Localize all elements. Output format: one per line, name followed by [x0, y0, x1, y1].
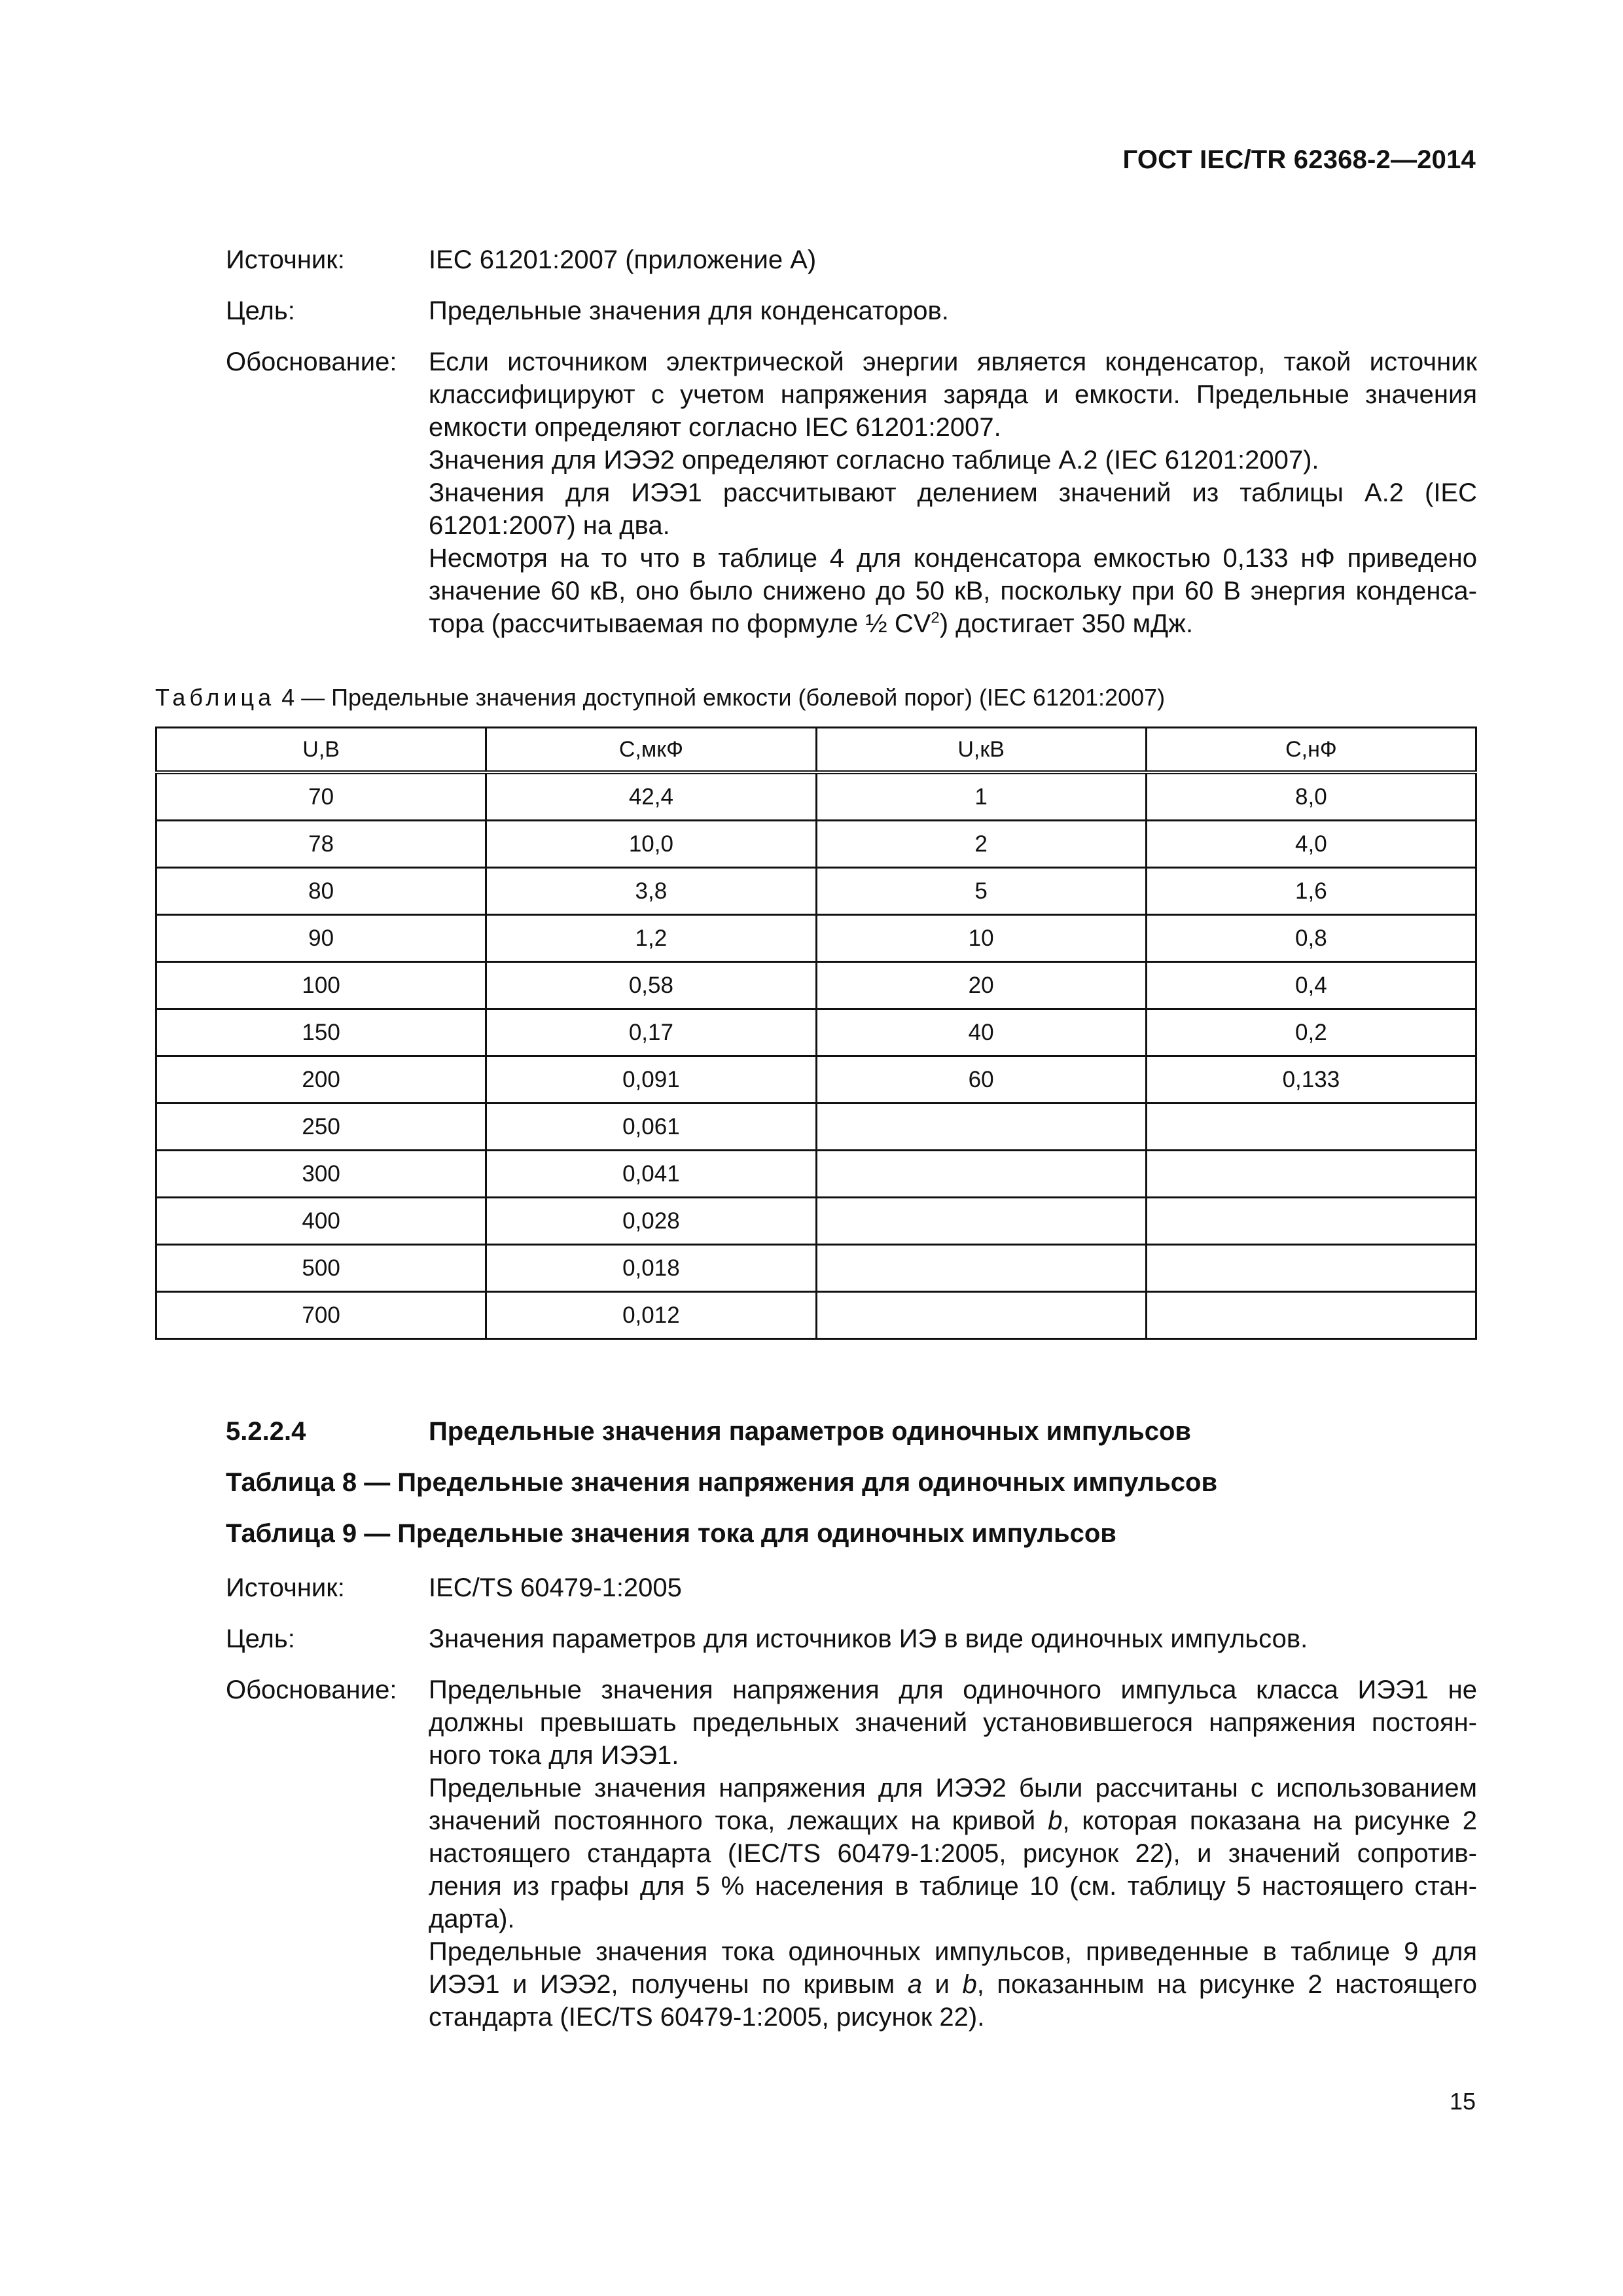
reason-label: Обоснование:	[226, 1676, 397, 1704]
reason-line: значение 60 кВ, оно было снижено до 50 кВ, поскольку при 60 В энергия конденса-	[429, 577, 1477, 605]
table-cell: 0,4	[1146, 962, 1476, 1009]
table-cell	[1146, 1198, 1476, 1245]
source-value: IEC 61201:2007 (приложение А)	[429, 245, 817, 274]
table-row	[156, 1198, 1476, 1245]
table-cell	[816, 1198, 1146, 1245]
text-fragment: , которая показана на рисунке 2	[1062, 1806, 1477, 1835]
table-row	[156, 1292, 1476, 1339]
table-cell: 1,2	[486, 915, 816, 962]
source-label: Источник:	[226, 1573, 345, 1602]
table-cell: 90	[156, 915, 486, 962]
table-cell: 250	[156, 1103, 486, 1151]
goal-label: Цель:	[226, 296, 295, 325]
goal-value: Значения параметров для источников ИЭ в виде одиночных импульсов.	[429, 1624, 1308, 1653]
formula-exponent: 2	[931, 609, 940, 627]
text-fragment: ИЭЭ1 и ИЭЭ2, получены по кривым	[429, 1970, 908, 1999]
reason-line: 61201:2007) на два.	[429, 511, 670, 540]
table-cell: 80	[156, 868, 486, 915]
table-row	[156, 1151, 1476, 1198]
reason-line: настоящего стандарта (IEC/TS 60479-1:2005, рисунок 22), и значений сопротив-	[429, 1839, 1477, 1868]
reason-line-formula	[429, 607, 1477, 640]
reason-line: должны превышать предельных значений установившегося напряжения постоян-	[429, 1708, 1477, 1737]
table-cell: 0,133	[1146, 1056, 1476, 1103]
reason-label: Обоснование:	[226, 348, 397, 376]
table-cell: 60	[816, 1056, 1146, 1103]
table-cell: 150	[156, 1009, 486, 1056]
table-cell: 5	[816, 868, 1146, 915]
curve-b-label: b	[1048, 1806, 1063, 1835]
capacitance-table	[155, 726, 1477, 1340]
reason-line: ления из графы для 5 % населения в таблице 10 (см. таблицу 5 настоящего стан-	[429, 1872, 1477, 1901]
goal-label: Цель:	[226, 1624, 295, 1653]
table-cell: 0,018	[486, 1245, 816, 1292]
table-cell	[816, 1245, 1146, 1292]
table-cell: 1,6	[1146, 868, 1476, 915]
table-row	[156, 915, 1476, 962]
table-row	[156, 868, 1476, 915]
reason-text	[429, 1674, 1477, 2034]
goal-value: Предельные значения для конденсаторов.	[429, 296, 949, 325]
table-cell: 78	[156, 821, 486, 868]
curve-b-label: b	[962, 1970, 977, 1999]
table-row	[156, 821, 1476, 868]
source-label: Источник:	[226, 245, 345, 274]
reason-line: стандарта (IEC/TS 60479-1:2005, рисунок 22).	[429, 2003, 985, 2032]
table-row	[156, 962, 1476, 1009]
reason-text	[429, 346, 1477, 640]
table-cell: 300	[156, 1151, 486, 1198]
table-row	[156, 1056, 1476, 1103]
table-cell: 1	[816, 772, 1146, 821]
table-cell: 10	[816, 915, 1146, 962]
table-cell	[816, 1151, 1146, 1198]
table-caption-text: 4 — Предельные значения доступной емкости (болевой порог) (IEC 61201:2007)	[275, 684, 1166, 711]
table-cell: 700	[156, 1292, 486, 1339]
table-cell: 500	[156, 1245, 486, 1292]
reason-line: Предельные значения тока одиночных импульсов, приведенные в таблице 9 для	[429, 1937, 1477, 1966]
table-cell: 8,0	[1146, 772, 1476, 821]
table-cell: 20	[816, 962, 1146, 1009]
table-cell: 200	[156, 1056, 486, 1103]
table9-title: Таблица 9 — Предельные значения тока для одиночных импульсов	[226, 1519, 1116, 1548]
text-fragment: и	[921, 1970, 963, 1999]
column-header: U,В	[156, 728, 486, 773]
table-cell: 0,2	[1146, 1009, 1476, 1056]
reason-line	[429, 1968, 1477, 2001]
table-cell: 3,8	[486, 868, 816, 915]
table-cell	[816, 1103, 1146, 1151]
table-header-row	[156, 728, 1476, 773]
table-cell: 400	[156, 1198, 486, 1245]
section-title: Предельные значения параметров одиночных импульсов	[429, 1417, 1191, 1446]
table-cell: 0,17	[486, 1009, 816, 1056]
reason-line: Значения для ИЭЭ1 рассчитывают делением значений из таблицы А.2 (IEC	[429, 478, 1477, 507]
table-caption-word: Таблица	[155, 684, 276, 711]
table-cell: 0,061	[486, 1103, 816, 1151]
formula-prefix: тора (рассчитываемая по формуле ½ CV	[429, 609, 931, 638]
table-body	[156, 772, 1476, 1339]
table-row	[156, 1009, 1476, 1056]
text-fragment: , показанным на рисунке 2 настоящего	[976, 1970, 1478, 1999]
table-cell: 70	[156, 772, 486, 821]
table-cell: 0,8	[1146, 915, 1476, 962]
table8-title: Таблица 8 — Предельные значения напряжения для одиночных импульсов	[226, 1468, 1218, 1497]
section-number: 5.2.2.4	[226, 1417, 306, 1446]
standard-header: ГОСТ IEC/TR 62368-2—2014	[1122, 145, 1476, 174]
formula-suffix: ) достигает 350 мДж.	[939, 609, 1194, 638]
table-row	[156, 1245, 1476, 1292]
table-row	[156, 1103, 1476, 1151]
table-cell	[816, 1292, 1146, 1339]
reason-line: емкости определяют согласно IEC 61201:2007.	[429, 413, 1001, 442]
table-cell: 0,012	[486, 1292, 816, 1339]
reason-line: Несмотря на то что в таблице 4 для конденсатора емкостью 0,133 нФ приведено	[429, 544, 1477, 573]
reason-line: Значения для ИЭЭ2 определяют согласно таблице А.2 (IEC 61201:2007).	[429, 446, 1319, 475]
table-row	[156, 772, 1476, 821]
reason-line	[429, 1804, 1477, 1837]
curve-a-label: a	[907, 1970, 922, 1999]
table-cell: 0,028	[486, 1198, 816, 1245]
reason-line: Предельные значения напряжения для ИЭЭ2 были рассчитаны с использованием	[429, 1774, 1477, 1803]
table-cell	[1146, 1245, 1476, 1292]
text-fragment: значений постоянного тока, лежащих на кривой	[429, 1806, 1048, 1835]
reason-line: Предельные значения напряжения для одиночного импульса класса ИЭЭ1 не	[429, 1676, 1477, 1704]
table-cell: 0,041	[486, 1151, 816, 1198]
table-cell: 0,58	[486, 962, 816, 1009]
table-cell: 10,0	[486, 821, 816, 868]
table-cell	[1146, 1151, 1476, 1198]
page-number: 15	[1449, 2088, 1476, 2115]
table-cell: 40	[816, 1009, 1146, 1056]
source-value: IEC/TS 60479-1:2005	[429, 1573, 682, 1602]
reason-line: дарта).	[429, 1905, 515, 1933]
column-header: C,мкФ	[486, 728, 816, 773]
table-cell	[1146, 1292, 1476, 1339]
table-cell: 100	[156, 962, 486, 1009]
table-cell: 2	[816, 821, 1146, 868]
reason-line: ного тока для ИЭЭ1.	[429, 1741, 679, 1770]
table-cell: 4,0	[1146, 821, 1476, 868]
table-cell: 0,091	[486, 1056, 816, 1103]
column-header: C,нФ	[1146, 728, 1476, 773]
table-cell	[1146, 1103, 1476, 1151]
reason-line: Если источником электрической энергии является конденсатор, такой источник	[429, 348, 1477, 376]
column-header: U,кВ	[816, 728, 1146, 773]
reason-line: классифицируют с учетом напряжения заряда и емкости. Предельные значения	[429, 380, 1477, 409]
table-cell: 42,4	[486, 772, 816, 821]
table-caption	[155, 684, 1165, 711]
